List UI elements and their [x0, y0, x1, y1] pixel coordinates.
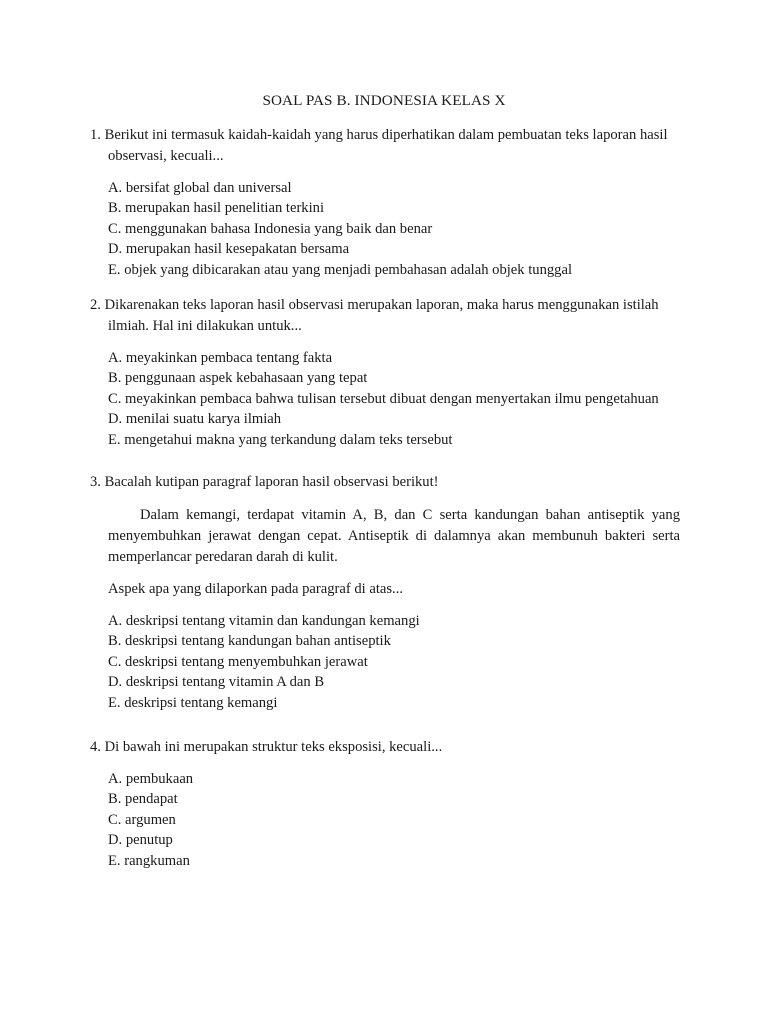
question-3: [90, 472, 680, 713]
option-d: D. deskripsi tentang vitamin A dan B: [108, 674, 325, 691]
option-b: B. penggunaan aspek kebahasaan yang tepat: [108, 370, 368, 387]
question-2-stem: Dikarenakan teks laporan hasil observasi merupakan laporan, maka harus menggunakan istilah ilmiah. Hal ini dilakukan untuk...: [104, 297, 659, 334]
option-d: D. merupakan hasil kesepakatan bersama: [108, 241, 350, 258]
option-c: C. meyakinkan pembaca bahwa tulisan tersebut dibuat dengan menyertakan ilmu pengetahuan: [108, 390, 659, 407]
question-3-passage: Dalam kemangi, terdapat vitamin A, B, dan C serta kandungan bahan antiseptik yang menyembuhkan jerawat dengan cepat. Antiseptik di dalamnya akan membunuh bakteri serta memperlancar peredaran darah di kulit.: [108, 507, 680, 565]
document-title: SOAL PAS B. INDONESIA KELAS X: [262, 92, 506, 109]
option-b: B. pendapat: [108, 791, 178, 808]
option-e: E. deskripsi tentang kemangi: [108, 694, 278, 711]
question-3-options: [90, 611, 680, 713]
question-1-stem: Berikut ini termasuk kaidah-kaidah yang harus diperhatikan dalam pembuatan teks laporan hasil observasi, kecuali...: [104, 127, 668, 164]
option-c: C. menggunakan bahasa Indonesia yang baik dan benar: [108, 220, 433, 237]
option-d: D. penutup: [108, 832, 173, 849]
option-a: A. pembukaan: [108, 771, 194, 787]
option-c: C. deskripsi tentang menyembuhkan jerawat: [108, 653, 368, 670]
question-1-options: [90, 178, 680, 280]
question-4-options: [90, 769, 680, 871]
question-1-number: 1.: [90, 127, 101, 143]
question-2-number: 2.: [90, 297, 101, 313]
option-b: B. merupakan hasil penelitian terkini: [108, 200, 325, 217]
option-a: A. bersifat global dan universal: [108, 180, 292, 196]
question-1-text: [90, 125, 680, 167]
option-e: E. objek yang dibicarakan atau yang menjadi pembahasan adalah objek tunggal: [108, 261, 572, 278]
question-3-number: 3.: [90, 474, 101, 490]
question-4-number: 4.: [90, 739, 101, 755]
question-2-options: [90, 348, 680, 450]
option-e: E. mengetahui makna yang terkandung dalam teks tersebut: [108, 431, 453, 448]
option-a: A. meyakinkan pembaca tentang fakta: [108, 350, 333, 366]
option-c: C. argumen: [108, 811, 176, 828]
question-4: [90, 737, 680, 871]
question-1: [90, 125, 680, 280]
question-4-stem: Di bawah ini merupakan struktur teks eksposisi, kecuali...: [104, 739, 443, 755]
question-4-text: [90, 737, 680, 758]
option-e: E. rangkuman: [108, 852, 190, 869]
question-3-text: [90, 472, 680, 493]
question-2-text: [90, 295, 680, 337]
question-3-prompt: Aspek apa yang dilaporkan pada paragraf di atas...: [108, 581, 403, 597]
option-d: D. menilai suatu karya ilmiah: [108, 411, 282, 428]
question-3-stem: Bacalah kutipan paragraf laporan hasil observasi berikut!: [104, 474, 439, 490]
question-2: [90, 295, 680, 450]
option-a: A. deskripsi tentang vitamin dan kandungan kemangi: [108, 613, 420, 629]
option-b: B. deskripsi tentang kandungan bahan antiseptik: [108, 633, 391, 650]
